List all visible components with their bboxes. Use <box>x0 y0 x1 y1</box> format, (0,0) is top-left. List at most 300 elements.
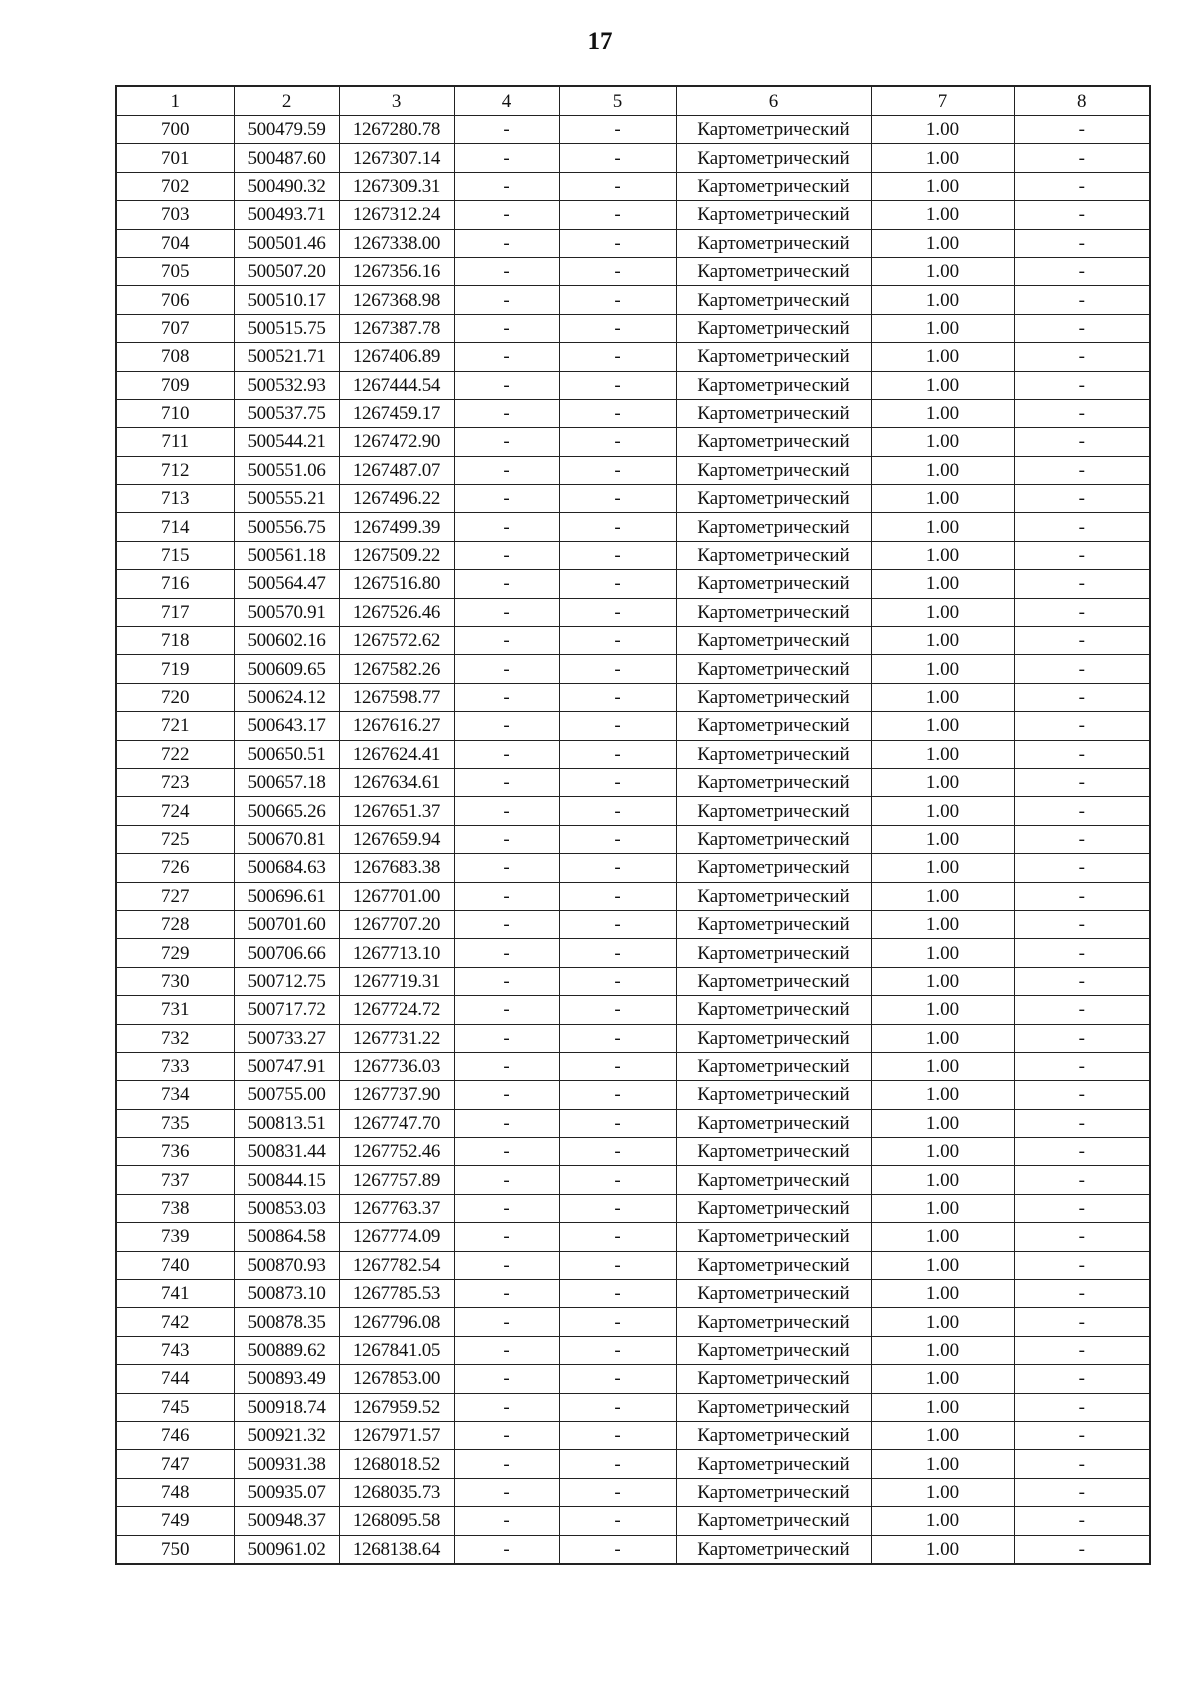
table-row <box>116 854 1150 882</box>
table-row <box>116 1336 1150 1364</box>
table-cell: 500650.51 <box>234 740 339 768</box>
table-cell: 1.00 <box>871 1223 1014 1251</box>
table-cell: 728 <box>116 910 234 938</box>
table-cell: 1.00 <box>871 825 1014 853</box>
table-cell: Картометрический <box>676 1336 871 1364</box>
table-cell: - <box>1014 1308 1150 1336</box>
table-cell: - <box>559 910 676 938</box>
table-cell: 739 <box>116 1223 234 1251</box>
table-cell: 500510.17 <box>234 286 339 314</box>
table-cell: 500521.71 <box>234 343 339 371</box>
table-cell: Картометрический <box>676 627 871 655</box>
table-cell: - <box>559 116 676 144</box>
table-cell: Картометрический <box>676 1478 871 1506</box>
table-cell: - <box>559 768 676 796</box>
table-cell: 741 <box>116 1280 234 1308</box>
table-cell: 1267526.46 <box>339 598 454 626</box>
table-cell: 1.00 <box>871 854 1014 882</box>
table-cell: - <box>559 1052 676 1080</box>
table-cell: 500918.74 <box>234 1393 339 1421</box>
table-cell: Картометрический <box>676 740 871 768</box>
table-cell: Картометрический <box>676 513 871 541</box>
table-cell: Картометрический <box>676 910 871 938</box>
table-cell: Картометрический <box>676 1365 871 1393</box>
table-cell: 500696.61 <box>234 882 339 910</box>
table-cell: 500684.63 <box>234 854 339 882</box>
table-cell: - <box>454 939 559 967</box>
column-header: 5 <box>559 86 676 116</box>
table-cell: - <box>559 1081 676 1109</box>
table-cell: - <box>559 1535 676 1564</box>
table-cell: 1267616.27 <box>339 712 454 740</box>
table-cell: - <box>1014 371 1150 399</box>
table-cell: 737 <box>116 1166 234 1194</box>
table-cell: - <box>1014 967 1150 995</box>
table-cell: - <box>559 485 676 513</box>
table-cell: 500701.60 <box>234 910 339 938</box>
table-row <box>116 910 1150 938</box>
table-row <box>116 1365 1150 1393</box>
table-row <box>116 939 1150 967</box>
table-cell: - <box>1014 1478 1150 1506</box>
table-cell: - <box>454 1194 559 1222</box>
table-cell: Картометрический <box>676 343 871 371</box>
table-cell: - <box>559 882 676 910</box>
table-cell: - <box>559 854 676 882</box>
table-cell: 1267659.94 <box>339 825 454 853</box>
table-cell: Картометрический <box>676 967 871 995</box>
table-cell: - <box>1014 882 1150 910</box>
table-cell: - <box>1014 1138 1150 1166</box>
table-cell: Картометрический <box>676 683 871 711</box>
table-cell: 500755.00 <box>234 1081 339 1109</box>
table-cell: 1267763.37 <box>339 1194 454 1222</box>
table-cell: 500831.44 <box>234 1138 339 1166</box>
table-cell: - <box>1014 1365 1150 1393</box>
table-cell: 1.00 <box>871 712 1014 740</box>
table-row <box>116 1024 1150 1052</box>
table-cell: Картометрический <box>676 1450 871 1478</box>
table-cell: 1.00 <box>871 570 1014 598</box>
table-cell: 500537.75 <box>234 399 339 427</box>
table-cell: - <box>559 1138 676 1166</box>
table-cell: - <box>559 1280 676 1308</box>
table-cell: - <box>1014 428 1150 456</box>
table-cell: 1267338.00 <box>339 229 454 257</box>
table-cell: - <box>454 910 559 938</box>
table-cell: - <box>454 172 559 200</box>
table-cell: Картометрический <box>676 1109 871 1137</box>
table-cell: 500501.46 <box>234 229 339 257</box>
table-cell: Картометрический <box>676 399 871 427</box>
table-cell: - <box>559 456 676 484</box>
column-header: 2 <box>234 86 339 116</box>
table-row <box>116 1393 1150 1421</box>
table-cell: 1.00 <box>871 967 1014 995</box>
table-cell: 1.00 <box>871 1166 1014 1194</box>
table-cell: 500961.02 <box>234 1535 339 1564</box>
table-cell: 725 <box>116 825 234 853</box>
table-cell: - <box>559 201 676 229</box>
table-cell: 709 <box>116 371 234 399</box>
table-cell: - <box>1014 1450 1150 1478</box>
table-cell: - <box>559 1507 676 1535</box>
table-cell: 1.00 <box>871 456 1014 484</box>
column-header: 8 <box>1014 86 1150 116</box>
table-cell: - <box>1014 627 1150 655</box>
table-cell: 718 <box>116 627 234 655</box>
table-cell: 1267747.70 <box>339 1109 454 1137</box>
table-cell: 726 <box>116 854 234 882</box>
table-cell: - <box>559 1109 676 1137</box>
table-cell: Картометрический <box>676 314 871 342</box>
table-cell: - <box>1014 513 1150 541</box>
table-cell: 1267312.24 <box>339 201 454 229</box>
table-cell: 1267582.26 <box>339 655 454 683</box>
table-cell: 500870.93 <box>234 1251 339 1279</box>
table-cell: 1.00 <box>871 768 1014 796</box>
table-row <box>116 570 1150 598</box>
table-cell: 1267731.22 <box>339 1024 454 1052</box>
table-cell: 731 <box>116 996 234 1024</box>
table-cell: 500507.20 <box>234 257 339 285</box>
table-cell: 500712.75 <box>234 967 339 995</box>
table-cell: 1.00 <box>871 229 1014 257</box>
table-cell: 500670.81 <box>234 825 339 853</box>
table-row <box>116 257 1150 285</box>
table-cell: 733 <box>116 1052 234 1080</box>
table-cell: 1267509.22 <box>339 541 454 569</box>
table-cell: - <box>454 854 559 882</box>
table-cell: 1.00 <box>871 797 1014 825</box>
table-cell: 701 <box>116 144 234 172</box>
table-row <box>116 797 1150 825</box>
table-cell: - <box>1014 683 1150 711</box>
table-cell: - <box>1014 1393 1150 1421</box>
table-cell: - <box>454 1223 559 1251</box>
table-cell: - <box>1014 456 1150 484</box>
table-cell: 1267719.31 <box>339 967 454 995</box>
table-cell: - <box>559 343 676 371</box>
table-cell: 1.00 <box>871 257 1014 285</box>
table-cell: - <box>454 257 559 285</box>
table-cell: - <box>1014 1280 1150 1308</box>
table-cell: 1.00 <box>871 1421 1014 1449</box>
table-cell: - <box>454 683 559 711</box>
table-cell: Картометрический <box>676 712 871 740</box>
table-cell: - <box>559 428 676 456</box>
table-cell: - <box>1014 257 1150 285</box>
table-cell: Картометрический <box>676 1507 871 1535</box>
table-row <box>116 1421 1150 1449</box>
table-row <box>116 343 1150 371</box>
table-cell: - <box>454 1138 559 1166</box>
table-cell: 1.00 <box>871 172 1014 200</box>
table-row <box>116 1280 1150 1308</box>
table-cell: 500570.91 <box>234 598 339 626</box>
table-cell: - <box>454 655 559 683</box>
table-cell: - <box>454 1251 559 1279</box>
table-cell: 1267444.54 <box>339 371 454 399</box>
table-cell: 1267701.00 <box>339 882 454 910</box>
table-row <box>116 1223 1150 1251</box>
table-cell: 1.00 <box>871 1507 1014 1535</box>
table-cell: - <box>454 201 559 229</box>
table-row <box>116 201 1150 229</box>
table-cell: - <box>559 1365 676 1393</box>
table-cell: 748 <box>116 1478 234 1506</box>
table-row <box>116 768 1150 796</box>
table-cell: 1.00 <box>871 1024 1014 1052</box>
table-row <box>116 286 1150 314</box>
table-row <box>116 144 1150 172</box>
table-cell: 1267406.89 <box>339 343 454 371</box>
table-cell: 714 <box>116 513 234 541</box>
table-cell: - <box>454 1308 559 1336</box>
table-cell: 1267572.62 <box>339 627 454 655</box>
table-cell: 1.00 <box>871 485 1014 513</box>
table-cell: 749 <box>116 1507 234 1535</box>
table-cell: 704 <box>116 229 234 257</box>
table-cell: 707 <box>116 314 234 342</box>
table-cell: - <box>454 825 559 853</box>
table-cell: Картометрический <box>676 541 871 569</box>
table-cell: 500555.21 <box>234 485 339 513</box>
table-cell: 500706.66 <box>234 939 339 967</box>
table-row <box>116 740 1150 768</box>
table-cell: 708 <box>116 343 234 371</box>
table-cell: - <box>454 1450 559 1478</box>
table-cell: Картометрический <box>676 854 871 882</box>
table-cell: 1267757.89 <box>339 1166 454 1194</box>
table-cell: 742 <box>116 1308 234 1336</box>
table-cell: - <box>559 1223 676 1251</box>
table-cell: - <box>559 797 676 825</box>
table-cell: - <box>559 825 676 853</box>
table-cell: - <box>454 1365 559 1393</box>
table-cell: - <box>454 1052 559 1080</box>
table-row <box>116 1450 1150 1478</box>
table-cell: - <box>1014 1535 1150 1564</box>
table-cell: - <box>454 740 559 768</box>
table-cell: 500921.32 <box>234 1421 339 1449</box>
table-cell: - <box>1014 116 1150 144</box>
table-cell: - <box>1014 768 1150 796</box>
table-row <box>116 116 1150 144</box>
table-cell: - <box>559 144 676 172</box>
table-cell: 1.00 <box>871 1393 1014 1421</box>
table-cell: Картометрический <box>676 598 871 626</box>
table-cell: 500490.32 <box>234 172 339 200</box>
table-cell: Картометрический <box>676 996 871 1024</box>
table-cell: 736 <box>116 1138 234 1166</box>
table-cell: - <box>1014 570 1150 598</box>
table-cell: Картометрический <box>676 144 871 172</box>
table-cell: Картометрический <box>676 825 871 853</box>
table-row <box>116 996 1150 1024</box>
table-row <box>116 1166 1150 1194</box>
table-cell: 1268018.52 <box>339 1450 454 1478</box>
table-cell: 1.00 <box>871 683 1014 711</box>
table-cell: - <box>559 1308 676 1336</box>
table-row <box>116 1251 1150 1279</box>
table-cell: 1.00 <box>871 1365 1014 1393</box>
column-header: 7 <box>871 86 1014 116</box>
table-cell: - <box>559 996 676 1024</box>
table-cell: 713 <box>116 485 234 513</box>
table-cell: - <box>559 1450 676 1478</box>
table-cell: - <box>559 1166 676 1194</box>
table-cell: - <box>454 1109 559 1137</box>
table-row <box>116 541 1150 569</box>
table-cell: 500813.51 <box>234 1109 339 1137</box>
table-cell: - <box>1014 286 1150 314</box>
table-cell: - <box>559 1478 676 1506</box>
table-cell: 1267713.10 <box>339 939 454 967</box>
table-cell: Картометрический <box>676 456 871 484</box>
table-cell: - <box>559 541 676 569</box>
table-cell: - <box>1014 541 1150 569</box>
table-cell: 745 <box>116 1393 234 1421</box>
table-cell: 500717.72 <box>234 996 339 1024</box>
table-cell: 747 <box>116 1450 234 1478</box>
table-cell: Картометрический <box>676 655 871 683</box>
table-cell: - <box>454 967 559 995</box>
table-cell: - <box>559 399 676 427</box>
table-cell: 1.00 <box>871 1081 1014 1109</box>
table-cell: 1267499.39 <box>339 513 454 541</box>
table-cell: - <box>559 1194 676 1222</box>
table-cell: 500609.65 <box>234 655 339 683</box>
table-cell: 722 <box>116 740 234 768</box>
table-cell: 723 <box>116 768 234 796</box>
coordinates-table <box>115 85 1151 1565</box>
table-cell: - <box>1014 314 1150 342</box>
table-cell: Картометрический <box>676 1535 871 1564</box>
table-cell: 1.00 <box>871 144 1014 172</box>
table-cell: 715 <box>116 541 234 569</box>
table-cell: - <box>454 229 559 257</box>
column-header: 1 <box>116 86 234 116</box>
table-cell: 724 <box>116 797 234 825</box>
table-cell: - <box>454 343 559 371</box>
table-cell: - <box>1014 1223 1150 1251</box>
table-cell: - <box>1014 1081 1150 1109</box>
table-cell: Картометрический <box>676 172 871 200</box>
table-row <box>116 1308 1150 1336</box>
table-cell: Картометрический <box>676 1223 871 1251</box>
table-cell: - <box>1014 1024 1150 1052</box>
table-cell: 710 <box>116 399 234 427</box>
table-cell: - <box>559 1024 676 1052</box>
table-cell: 746 <box>116 1421 234 1449</box>
table-cell: - <box>1014 399 1150 427</box>
table-row <box>116 1507 1150 1535</box>
table-row <box>116 882 1150 910</box>
table-cell: Картометрический <box>676 1081 871 1109</box>
table-cell: 729 <box>116 939 234 967</box>
table-cell: - <box>454 1081 559 1109</box>
table-cell: 1267459.17 <box>339 399 454 427</box>
table-cell: Картометрический <box>676 1393 871 1421</box>
column-header: 3 <box>339 86 454 116</box>
table-cell: 1.00 <box>871 910 1014 938</box>
table-cell: 1267368.98 <box>339 286 454 314</box>
table-cell: 734 <box>116 1081 234 1109</box>
table-cell: 500602.16 <box>234 627 339 655</box>
table-cell: 712 <box>116 456 234 484</box>
table-cell: - <box>454 116 559 144</box>
table-cell: 500624.12 <box>234 683 339 711</box>
table-cell: 1.00 <box>871 655 1014 683</box>
table-cell: Картометрический <box>676 570 871 598</box>
table-cell: 735 <box>116 1109 234 1137</box>
table-row <box>116 371 1150 399</box>
table-cell: 732 <box>116 1024 234 1052</box>
table-cell: - <box>1014 1194 1150 1222</box>
table-cell: - <box>559 740 676 768</box>
table-cell: 703 <box>116 201 234 229</box>
table-cell: 500733.27 <box>234 1024 339 1052</box>
table-cell: 700 <box>116 116 234 144</box>
table-row <box>116 825 1150 853</box>
table-cell: - <box>1014 712 1150 740</box>
table-cell: 717 <box>116 598 234 626</box>
table-cell: - <box>454 797 559 825</box>
table-cell: - <box>1014 939 1150 967</box>
table-cell: 500948.37 <box>234 1507 339 1535</box>
table-cell: Картометрический <box>676 1194 871 1222</box>
table-cell: - <box>454 399 559 427</box>
table-cell: Картометрический <box>676 116 871 144</box>
table-cell: 1267853.00 <box>339 1365 454 1393</box>
table-row <box>116 712 1150 740</box>
column-header: 4 <box>454 86 559 116</box>
table-cell: - <box>454 1421 559 1449</box>
table-cell: 1.00 <box>871 627 1014 655</box>
table-cell: 500844.15 <box>234 1166 339 1194</box>
table-row <box>116 172 1150 200</box>
table-cell: 716 <box>116 570 234 598</box>
table-cell: 1267724.72 <box>339 996 454 1024</box>
table-cell: - <box>559 229 676 257</box>
table-cell: 1.00 <box>871 1535 1014 1564</box>
table-cell: 1267785.53 <box>339 1280 454 1308</box>
table-cell: - <box>454 768 559 796</box>
table-cell: 1.00 <box>871 1251 1014 1279</box>
table-cell: - <box>454 371 559 399</box>
table-cell: 500643.17 <box>234 712 339 740</box>
table-cell: 1267796.08 <box>339 1308 454 1336</box>
table-cell: - <box>1014 598 1150 626</box>
table-cell: - <box>559 939 676 967</box>
table-row <box>116 967 1150 995</box>
table-cell: 1267707.20 <box>339 910 454 938</box>
table-cell: 500873.10 <box>234 1280 339 1308</box>
page-number: 17 <box>587 28 613 55</box>
table-cell: - <box>454 1507 559 1535</box>
table-cell: 727 <box>116 882 234 910</box>
table-cell: - <box>559 172 676 200</box>
table-cell: 1267598.77 <box>339 683 454 711</box>
table-cell: 740 <box>116 1251 234 1279</box>
table-cell: - <box>454 882 559 910</box>
table-row <box>116 399 1150 427</box>
table-cell: Картометрический <box>676 882 871 910</box>
table-cell: - <box>559 1251 676 1279</box>
table-cell: 1.00 <box>871 598 1014 626</box>
table-cell: 706 <box>116 286 234 314</box>
